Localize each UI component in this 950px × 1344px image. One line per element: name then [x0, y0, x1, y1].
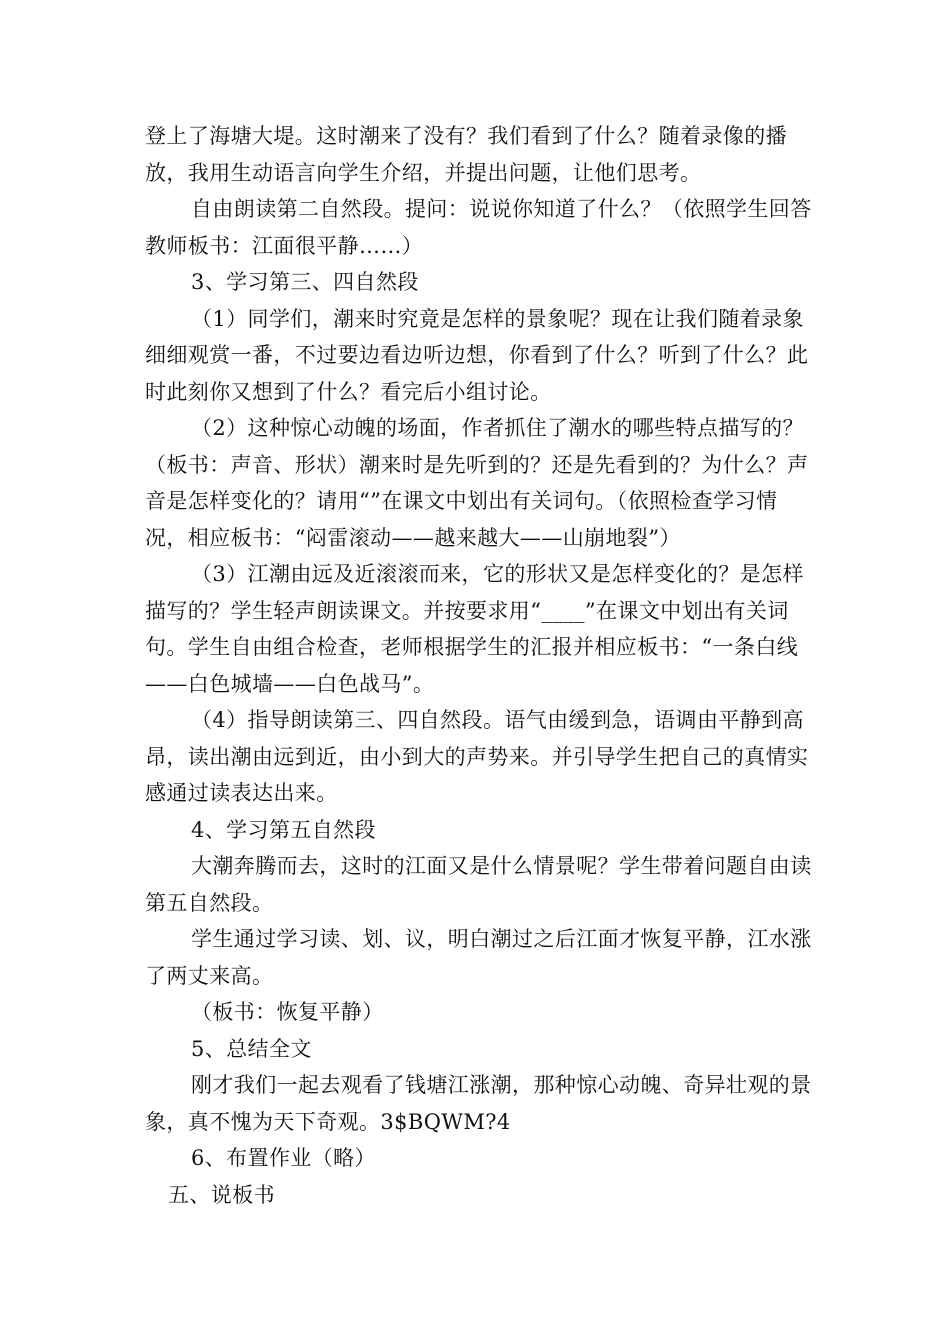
paragraph-2: 自由朗读第二自然段。提问：说说你知道了什么？（依照学生回答教师板书：江面很平静……）	[145, 197, 812, 258]
section-heading-4: 4、学习第五自然段	[191, 817, 376, 842]
paragraph-4-3: （板书：恢复平静）	[191, 1000, 384, 1024]
paragraph-3-2: （2）这种惊心动魄的场面，作者抓住了潮水的哪些特点描写的？（板书：声音、形状）潮来时是先听到的？还是先看到的？为什么？声音是怎样变化的？请用“”在课文中划出有关词句。（依照检查学习情况，相应板书：“闷雷滚动——越来越大——山崩地裂”）	[145, 416, 809, 550]
paragraph-3-4: （4）指导朗读第三、四自然段。语气由缓到急，语调由平静到高昂，读出潮由远到近，由小到大的声势来。并引导学生把自己的真情实感通过读表达出来。	[145, 708, 809, 805]
paragraph-4-1: 大潮奔腾而去，这时的江面又是什么情景呢？学生带着问题自由读第五自然段。	[145, 854, 812, 915]
paragraph-3-3: （3）江潮由远及近滚滚而来，它的形状又是怎样变化的？是怎样描写的？学生轻声朗读课文。并按要求用“____”在课文中划出有关词句。学生自由组合检查，老师根据学生的汇报并相应板书：“一条白线——白色城墙——白色战马”。	[145, 562, 804, 696]
paragraph-5-1: 刚才我们一起去观看了钱塘江涨潮，那种惊心动魄、奇异壮观的景象，真不愧为天下奇观。3$BQWM?4	[145, 1073, 812, 1134]
section-heading-6: 6、布置作业（略）	[191, 1146, 376, 1170]
paragraph-1: 登上了海塘大堤。这时潮来了没有？我们看到了什么？随着录像的播放，我用生动语言向学生介绍，并提出问题，让他们思考。	[145, 124, 787, 185]
paragraph-3-1: （1）同学们，潮来时究竟是怎样的景象呢？现在让我们随着录象细细观赏一番，不过要边看边听边想，你看到了什么？听到了什么？此时此刻你又想到了什么？看完后小组讨论。	[145, 306, 809, 404]
chapter-heading-5: 五、说板书	[168, 1182, 275, 1207]
document-body	[145, 118, 815, 1213]
paragraph-4-2: 学生通过学习读、划、议，明白潮过之后江面才恢复平静，江水涨了两丈来高。	[145, 927, 812, 988]
section-heading-3: 3、学习第三、四自然段	[191, 270, 419, 294]
section-heading-5: 5、总结全文	[191, 1036, 312, 1061]
